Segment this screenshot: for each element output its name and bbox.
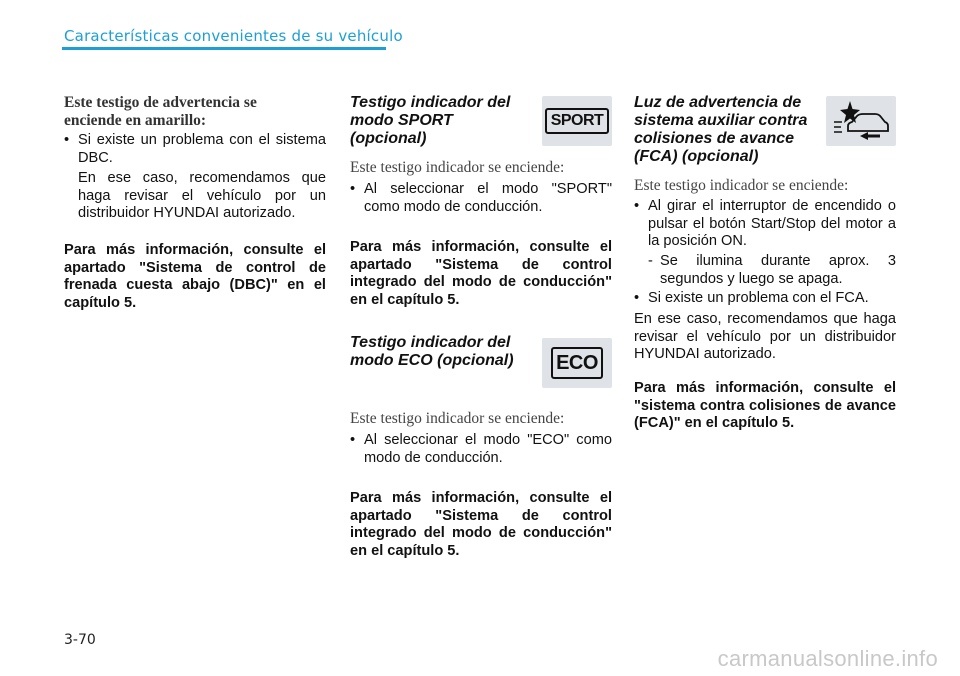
reference-note: Para más información, consulte el apartado "Sistema de control de frenada cuesta abajo (DBC)" en el capítulo 5. bbox=[64, 242, 326, 311]
fca-warning-title: Luz de advertencia de sistema auxiliar contra colisiones de avance (FCA) (opcional) bbox=[634, 94, 808, 165]
bullet-dbc-problem: • Si existe un problema con el sistema DBC. bbox=[64, 132, 326, 167]
fca-subheading: Este testigo indicador se enciende: bbox=[634, 177, 849, 194]
eco-indicator-title: Testigo indicador del modo ECO (opcional) bbox=[350, 334, 514, 369]
eco-subheading: Este testigo indicador se enciende: bbox=[350, 410, 565, 427]
sport-reference-note: Para más información, consulte el apartado "Sistema de control integrado del modo de conducción" en el capítulo 5. bbox=[350, 239, 612, 308]
fca-recommendation-text: En ese caso, recomendamos que haga revisar el vehículo por un distribuidor HYUNDAI autorizado. bbox=[634, 311, 896, 362]
eco-badge-label: ECO bbox=[551, 347, 603, 379]
section-title: Características convenientes de su vehículo bbox=[64, 27, 403, 45]
fca-dash-item bbox=[634, 253, 896, 288]
sport-badge-label: SPORT bbox=[545, 108, 609, 134]
eco-bullet: • Al seleccionar el modo "ECO" como modo de conducción. bbox=[350, 432, 612, 467]
dash-mark: - bbox=[648, 253, 653, 269]
recommendation-text: En ese caso, recomendamos que haga revisar el vehículo por un distribuidor HYUNDAI autorizado. bbox=[78, 170, 326, 221]
eco-reference-note: Para más información, consulte el apartado "Sistema de control integrado del modo de conducción" en el capítulo 5. bbox=[350, 490, 612, 559]
fca-bullet-ignition: • Al girar el interruptor de encendido o pulsar el botón Start/Stop del motor a la posición ON. bbox=[634, 198, 896, 251]
fca-dash-text: Se ilumina durante aprox. 3 segundos y luego se apaga. bbox=[660, 253, 896, 287]
page-number: 3-70 bbox=[64, 632, 96, 648]
sport-indicator-icon bbox=[542, 96, 612, 146]
sport-bullet: • Al seleccionar el modo "SPORT" como modo de conducción. bbox=[350, 181, 612, 216]
fca-bullet-problem: • Si existe un problema con el FCA. bbox=[634, 290, 896, 308]
fca-collision-warning-icon bbox=[826, 96, 896, 146]
section-title-underline bbox=[62, 47, 386, 50]
warning-heading: Este testigo de advertencia se enciende en amarillo: bbox=[64, 94, 257, 129]
fca-reference-note: Para más información, consulte el "sistema contra colisiones de avance (FCA)" en el capítulo 5. bbox=[634, 380, 896, 431]
sport-indicator-title: Testigo indicador del modo SPORT (opcional) bbox=[350, 94, 511, 147]
fca-car-star-icon bbox=[830, 98, 892, 144]
watermark: carmanualsonline.info bbox=[717, 646, 938, 671]
sport-subheading: Este testigo indicador se enciende: bbox=[350, 159, 565, 176]
eco-indicator-icon bbox=[542, 338, 612, 388]
